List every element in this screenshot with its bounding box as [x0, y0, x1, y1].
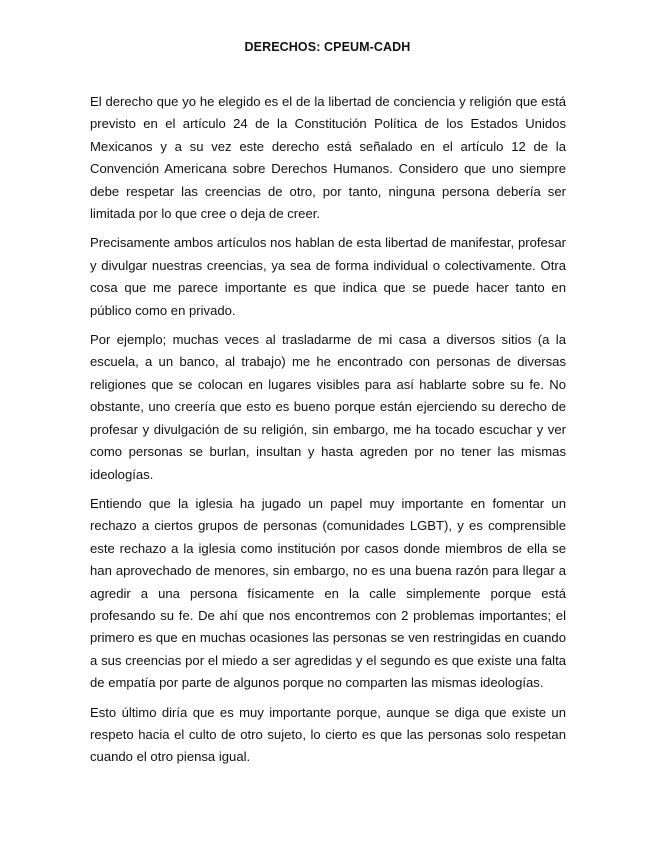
paragraph-5: Esto último diría que es muy importante porque, aunque se diga que existe un respeto hacia el culto de otro sujeto, lo cierto es que las personas solo respetan cuando el otro piensa igual.	[90, 704, 566, 765]
document-title: DERECHOS: CPEUM-CADH	[244, 40, 411, 54]
paragraph-2: Precisamente ambos artículos nos hablan de esta libertad de manifestar, profesar y divulgar nuestras creencias, ya sea de forma individual o colectivamente. Otra cosa que me parece importante es que indica que se puede hacer tanto en público como en privado.	[90, 235, 566, 318]
paragraph-4: Entiendo que la iglesia ha jugado un papel muy importante en fomentar un rechazo a ciertos grupos de personas (comunidades LGBT), y es comprensible este rechazo a la iglesia como institución por casos donde miembros de ella se han aprovechado de menores, sin embargo, no es una buena razón para llegar a agredir a una persona físicamente en la calle simplemente porque está profesando su fe. De ahí que nos encontremos con 2 problemas importantes; el primero es que en muchas ocasiones las personas se ven restringidas en cuando a sus creencias por el miedo a ser agredidas y el segundo es que existe una falta de empatía por parte de algunos porque no comparten las mismas ideologías.	[90, 495, 566, 691]
document-body	[90, 91, 566, 776]
paragraph-3: Por ejemplo; muchas veces al trasladarme de mi casa a diversos sitios (a la escuela, a un banco, al trabajo) me he encontrado con personas de diversas religiones que se colocan en lugares visibles para así hablarte sobre su fe. No obstante, uno creería que esto es bueno porque están ejerciendo su derecho de profesar y divulgación de su religión, sin embargo, me ha tocado escuchar y ver como personas se burlan, insultan y hasta agreden por no tener las mismas ideologías.	[90, 332, 566, 482]
paragraph-1: El derecho que yo he elegido es el de la libertad de conciencia y religión que está previsto en el artículo 24 de la Constitución Política de los Estados Unidos Mexicanos y a su vez este derecho está señalado en el artículo 12 de la Convención Americana sobre Derechos Humanos. Considero que uno siempre debe respetar las creencias de otro, por tanto, ninguna persona debería ser limitada por lo que cree o deja de creer.	[90, 94, 566, 222]
